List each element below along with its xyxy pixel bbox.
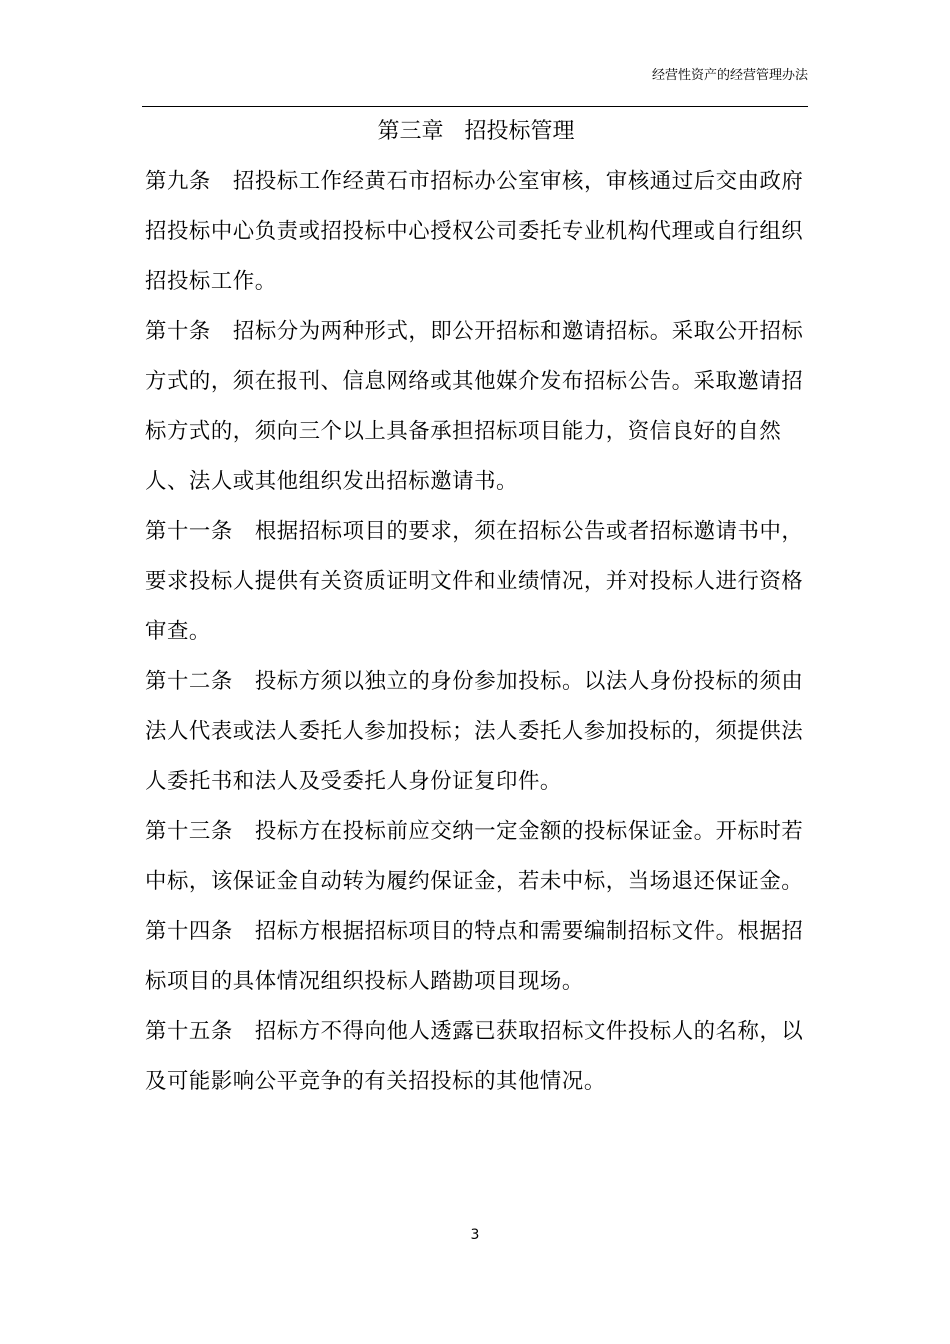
article-text: 招投标工作经黄石市招标办公室审核，审核通过后交由政府招投标中心负责或招投标中心授权公司委托专业机构代理或自行组织招投标工作。 [145,169,804,294]
article-text: 招标方根据招标项目的特点和需要编制招标文件。根据招标项目的具体情况组织投标人踏勘项目现场。 [145,919,804,994]
article-gap [233,669,255,694]
chapter-title: 第三章 招投标管理 [377,119,575,144]
article-gap [211,319,233,344]
article-text: 投标方在投标前应交纳一定金额的投标保证金。开标时若中标，该保证金自动转为履约保证金，若未中标，当场退还保证金。 [145,819,804,894]
header-title: 经营性资产的经营管理办法 [651,68,808,83]
article-gap [233,919,255,944]
article-gap [211,169,233,194]
article-text: 根据招标项目的要求，须在招标公告或者招标邀请书中，要求投标人提供有关资质证明文件和业绩情况，并对投标人进行资格审查。 [145,519,804,644]
article-14 [145,907,817,1007]
article-13 [145,807,817,907]
article-label: 第十条 [145,319,211,344]
article-label: 第九条 [145,169,211,194]
article-gap [233,519,255,544]
article-label: 第十二条 [145,669,233,694]
article-gap [233,1019,255,1044]
article-label: 第十三条 [145,819,233,844]
article-text: 投标方须以独立的身份参加投标。以法人身份投标的须由法人代表或法人委托人参加投标；法人委托人参加投标的，须提供法人委托书和法人及受委托人身份证复印件。 [145,669,804,794]
article-label: 第十一条 [145,519,233,544]
article-10 [145,307,817,507]
article-gap [233,819,255,844]
article-12 [145,657,817,807]
page-header [142,62,808,107]
article-label: 第十五条 [145,1019,233,1044]
article-15 [145,1007,817,1107]
article-9 [145,157,817,307]
article-label: 第十四条 [145,919,233,944]
article-11 [145,507,817,657]
page-number: 3 [470,1227,480,1243]
article-text: 招标分为两种形式，即公开招标和邀请招标。采取公开招标方式的，须在报刊、信息网络或其他媒介发布招标公告。采取邀请招标方式的，须向三个以上具备承担招标项目能力，资信良好的自然人、法人或其他组织发出招标邀请书。 [145,319,804,494]
article-text: 招标方不得向他人透露已获取招标文件投标人的名称，以及可能影响公平竞争的有关招投标的其他情况。 [145,1019,804,1094]
page-content [145,107,817,1107]
